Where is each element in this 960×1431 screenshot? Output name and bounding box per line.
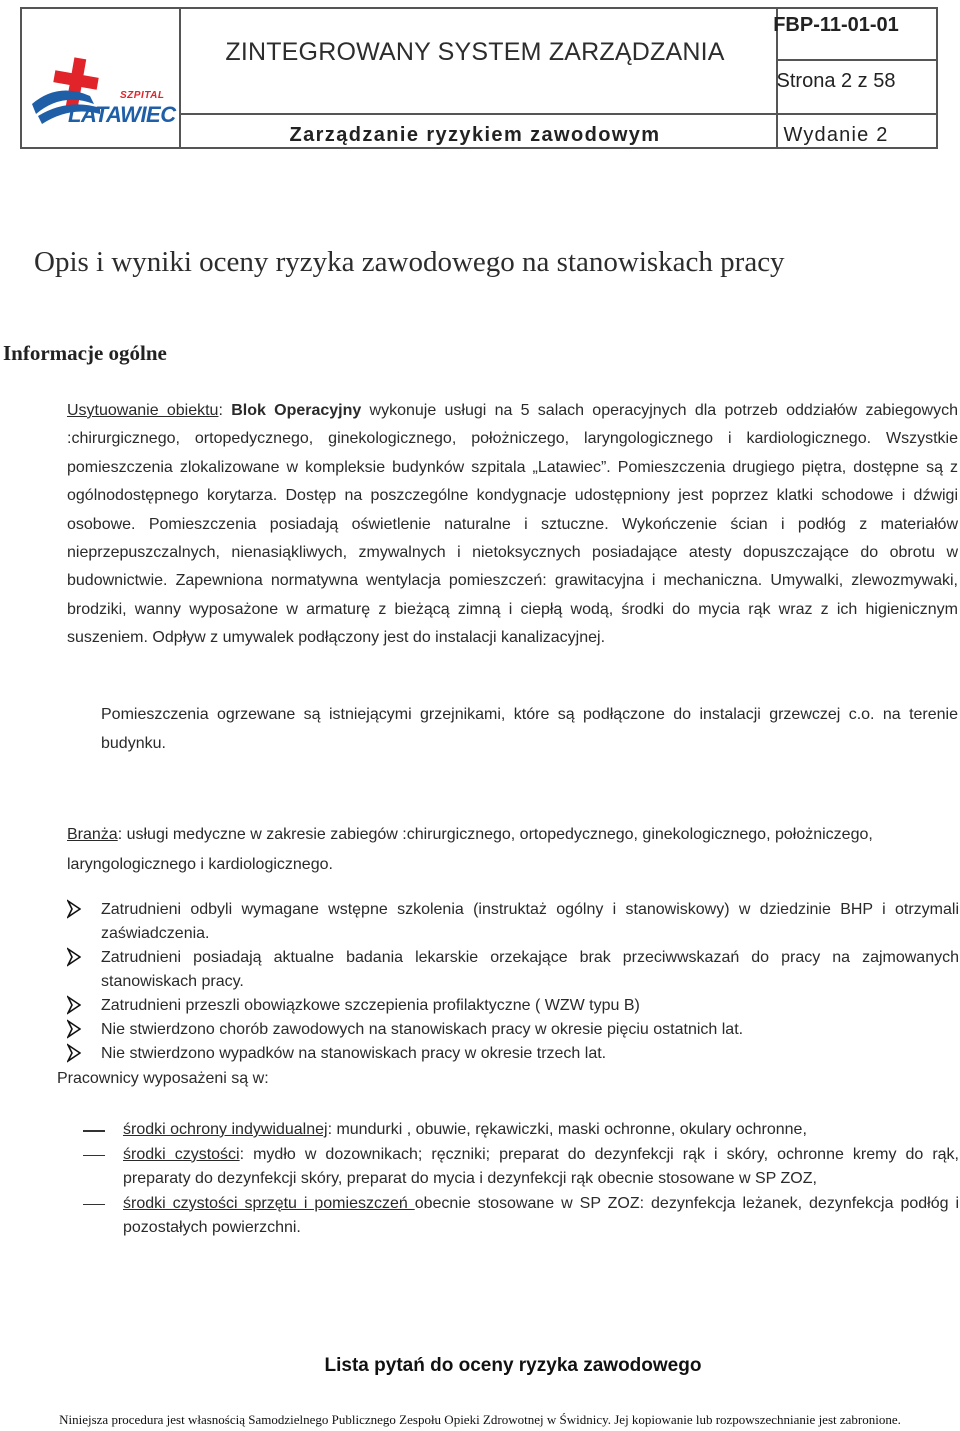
list-item-text: Zatrudnieni odbyli wymagane wstępne szkolenia (instruktaż ogólny i stanowiskowy) w dziedzinie BHP i otrzymali zaświadczenia. xyxy=(101,901,959,942)
list-item xyxy=(67,994,959,1018)
header-divider xyxy=(776,59,936,61)
footer-notice: Niniejsza procedura jest własnością Samodzielnego Publicznego Zespołu Opieki Zdrowotnej w Świdnicy. Jej kopiowanie lub rozpowszechnianie jest zabronione. xyxy=(59,1412,901,1427)
equipment-label: środki ochrony indywidualnej xyxy=(123,1121,328,1138)
system-title: ZINTEGROWANY SYSTEM ZARZĄDZANIA xyxy=(225,38,725,66)
list-item xyxy=(83,1192,959,1241)
list-item-text: Zatrudnieni przeszli obowiązkowe szczepienia profilaktyczne ( WZW typu B) xyxy=(101,997,640,1014)
arrow-bullet-icon xyxy=(67,899,81,919)
location-paragraph xyxy=(67,397,958,653)
facts-list xyxy=(67,898,959,1066)
equipment-text: : mundurki , obuwie, rękawiczki, maski ochronne, okulary ochronne, xyxy=(327,1121,807,1138)
logo-text-main: LATAWIEC xyxy=(68,102,176,127)
equipment-list xyxy=(83,1118,959,1241)
document-subject: Zarządzanie ryzykiem zawodowym xyxy=(289,124,661,146)
logo-text-top: SZPITAL xyxy=(120,90,165,101)
industry-label: Branża xyxy=(67,826,118,843)
list-item-text: Nie stwierdzono wypadków na stanowiskach pracy w okresie trzech lat. xyxy=(101,1045,607,1062)
list-item xyxy=(83,1143,959,1192)
list-item-text: Zatrudnieni posiadają aktualne badania lekarskie orzekające brak przeciwwskazań do pracy na zajmowanych stanowiskach pracy. xyxy=(101,949,959,990)
list-item-text: Nie stwierdzono chorób zawodowych na stanowiskach pracy w okresie pięciu ostatnich lat. xyxy=(101,1021,744,1038)
equipment-intro: Pracownicy wyposażeni są w: xyxy=(57,1070,269,1087)
dash-bullet xyxy=(83,1155,105,1157)
questions-title: Lista pytań do oceny ryzyka zawodowego xyxy=(324,1355,702,1376)
list-item xyxy=(67,1042,959,1066)
page-title: Opis i wyniki oceny ryzyka zawodowego na stanowiskach pracy xyxy=(34,246,785,278)
list-item xyxy=(67,898,959,946)
location-text: wykonuje usługi na 5 salach operacyjnych dla potrzeb oddziałów zabiegowych :chirurgicznego, ortopedycznego, ginekologicznego, położniczego, laryngologicznego i kardiologicznego. Wszystkie pomieszczenia zlokalizowane w kompleksie budynków szpitala „Latawiec”. Pomieszczenia drugiego piętra, dostępne są z ogólnodostępnego korytarza. Dostęp na poszczególne kondygnacje udostępniony jest poprzez klatki schodowe i dźwigi osobowe. Pomieszczenia posiadają oświetlenie naturalne i sztuczne. Wykończenie ścian i podłóg z materiałów nieprzepuszczalnych, nienasiąkliwych, zmywalnych i nietoksycznych posiadające atesty dopuszczające do obrotu w budownictwie. Zapewniona normatywna wentylacja pomieszczeń: grawitacyjna i mechaniczna. Umywalki, zlewozmywaki, brodziki, wanny wyposażone w armaturę z bieżącą zimną i ciepłą wodą, środki do mycia rąk wraz z ich higienicznym suszeniem. Odpływ z umywalek podłączony jest do instalacji kanalizacyjnej. xyxy=(67,402,958,647)
industry-text: : usługi medyczne w zakresie zabiegów :chirurgicznego, ortopedycznego, ginekologicznego, położniczego, laryngologicznego i kardiologicznego. xyxy=(67,826,873,873)
arrow-bullet-icon xyxy=(67,995,81,1015)
arrow-bullet-icon xyxy=(67,947,81,967)
list-item xyxy=(83,1118,959,1143)
heating-paragraph: Pomieszczenia ogrzewane są istniejącymi grzejnikami, które są podłączone do instalacji grzewczej c.o. na terenie budynku. xyxy=(101,706,958,752)
equipment-text: : mydło w dozownikach; ręczniki; preparat do dezynfekcji rąk i skóry, ochronne kremy do rąk, preparaty do dezynfekcji skóry, preparat do mycia i dezynfekcji rąk obecnie stosowane w SP ZOZ, xyxy=(123,1145,959,1187)
edition: Wydanie 2 xyxy=(783,124,889,146)
equipment-label: środki czystości xyxy=(123,1145,240,1163)
page-number: Strona 2 z 58 xyxy=(776,70,896,92)
location-building: Blok Operacyjny xyxy=(231,402,362,419)
hospital-logo xyxy=(28,52,180,132)
section-heading: Informacje ogólne xyxy=(3,341,167,365)
industry-paragraph xyxy=(67,820,947,880)
location-colon: : xyxy=(218,402,223,419)
header-divider xyxy=(179,113,936,115)
dash-bullet xyxy=(83,1204,105,1206)
dash-bullet xyxy=(83,1130,105,1132)
arrow-bullet-icon xyxy=(67,1043,81,1063)
list-item xyxy=(67,1018,959,1042)
location-label: Usytuowanie obiektu xyxy=(67,402,219,419)
list-item xyxy=(67,946,959,994)
equipment-text: obecnie stosowane w SP ZOZ: dezynfekcja leżanek, dezynfekcja podłóg i pozostałych powierzchni. xyxy=(123,1194,960,1236)
arrow-bullet-icon xyxy=(67,1019,81,1039)
equipment-label: środki czystości sprzętu i pomieszczeń xyxy=(123,1194,415,1212)
document-code: FBP-11-01-01 xyxy=(773,14,899,36)
